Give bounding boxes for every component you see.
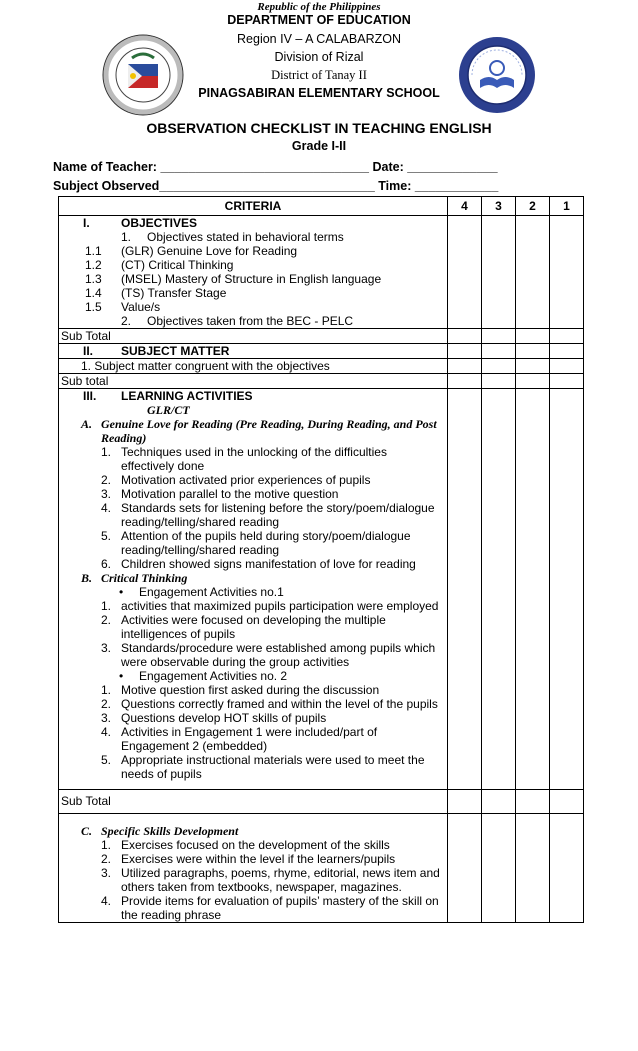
subtotal-label: Sub Total xyxy=(59,329,448,344)
objectives-number: I. xyxy=(83,216,90,230)
section-b-title: Critical Thinking xyxy=(101,571,188,585)
list-item-text: Activities in Engagement 1 were included/part of Engagement 2 (embedded) xyxy=(121,725,378,753)
section-c-title: Specific Skills Development xyxy=(101,824,239,838)
list-item xyxy=(63,838,443,852)
list-item xyxy=(63,487,443,501)
learning-activities-cell xyxy=(59,389,448,790)
score-1-header: 1 xyxy=(550,197,584,216)
score-cell[interactable] xyxy=(448,359,482,374)
score-cell[interactable] xyxy=(550,216,584,329)
objective-sub-item: (TS) Transfer Stage xyxy=(121,286,227,300)
list-item-text: Attention of the pupils held during story/poem/dialogue reading/telling/shared reading xyxy=(121,529,411,557)
section-b-list-1 xyxy=(63,599,443,669)
subject-matter-number: II. xyxy=(83,344,94,358)
engagement-2-label: Engagement Activities no. 2 xyxy=(139,669,288,683)
list-item-text: Techniques used in the unlocking of the difficulties effectively done xyxy=(121,445,387,473)
objective-sub-item: (MSEL) Mastery of Structure in English language xyxy=(121,272,382,286)
subtotal-label: Sub Total xyxy=(59,790,448,814)
list-item xyxy=(63,599,443,613)
score-cell[interactable] xyxy=(550,790,584,814)
region-name: Region IV – A CALABARZON xyxy=(237,32,401,46)
school-name: PINAGSABIRAN ELEMENTARY SCHOOL xyxy=(198,86,440,100)
section-b-list-2 xyxy=(63,683,443,781)
teacher-date-line: Name of Teacher: ______________________________ Date: _____________ xyxy=(53,160,498,174)
list-item xyxy=(63,711,443,725)
section-b-label: B. xyxy=(81,571,93,585)
list-item xyxy=(63,894,443,922)
score-cell[interactable] xyxy=(482,359,516,374)
score-cell[interactable] xyxy=(516,359,550,374)
glr-ct-label: GLR/CT xyxy=(147,403,190,417)
list-item xyxy=(63,501,443,529)
score-cell[interactable] xyxy=(448,344,482,359)
objectives-cell xyxy=(59,216,448,329)
score-cell[interactable] xyxy=(516,374,550,389)
score-2-header: 2 xyxy=(516,197,550,216)
checklist-table xyxy=(58,196,584,923)
list-item xyxy=(63,641,443,669)
list-item-text: Motive question first asked during the discussion xyxy=(121,683,380,697)
section-a-title: Genuine Love for Reading (Pre Reading, During Reading, and Post Reading) xyxy=(101,417,437,445)
objectives-heading: OBJECTIVES xyxy=(121,216,198,230)
list-item xyxy=(63,557,443,571)
list-item xyxy=(63,697,443,711)
score-3-header: 3 xyxy=(482,197,516,216)
skills-cell xyxy=(59,814,448,923)
score-cell[interactable] xyxy=(550,389,584,790)
list-item xyxy=(63,473,443,487)
list-item xyxy=(63,683,443,697)
objective-item: Objectives taken from the BEC - PELC xyxy=(147,314,354,328)
republic-line: Republic of the Philippines xyxy=(257,1,381,13)
score-cell[interactable] xyxy=(482,814,516,923)
list-item xyxy=(63,445,443,473)
section-a-list xyxy=(63,445,443,571)
score-cell[interactable] xyxy=(516,790,550,814)
subject-matter-heading-cell xyxy=(59,344,448,359)
list-item-text: Exercises focused on the development of the skills xyxy=(121,838,390,852)
bullet-icon: • xyxy=(119,669,124,683)
subject-time-line: Subject Observed_______________________________ Time: ____________ xyxy=(53,179,499,193)
score-cell[interactable] xyxy=(448,389,482,790)
list-item-number: 2. xyxy=(101,697,112,711)
list-item-text: Exercises were within the level if the learners/pupils xyxy=(121,852,396,866)
bullet-icon: • xyxy=(119,585,124,599)
score-cell[interactable] xyxy=(482,790,516,814)
list-item-number: 3. xyxy=(101,641,112,655)
district-name: District of Tanay II xyxy=(271,68,367,82)
section-a-label: A. xyxy=(81,417,93,431)
table-row xyxy=(59,814,584,923)
list-item-text: Standards/procedure were established among pupils which were observable during the group activities xyxy=(121,641,436,669)
list-item-text: Questions develop HOT skills of pupils xyxy=(121,711,327,725)
score-cell[interactable] xyxy=(482,389,516,790)
score-cell[interactable] xyxy=(550,359,584,374)
section-c-list xyxy=(63,838,443,922)
table-row xyxy=(59,374,584,389)
section-c-label: C. xyxy=(81,824,93,838)
list-item-text: Children showed signs manifestation of love for reading xyxy=(121,557,416,571)
score-cell[interactable] xyxy=(550,814,584,923)
score-cell[interactable] xyxy=(448,216,482,329)
list-item-number: 1. xyxy=(101,599,112,613)
table-row xyxy=(59,329,584,344)
list-item-text: Motivation parallel to the motive question xyxy=(121,487,339,501)
score-cell[interactable] xyxy=(482,216,516,329)
list-item xyxy=(63,529,443,557)
score-cell[interactable] xyxy=(550,329,584,344)
document-title: OBSERVATION CHECKLIST IN TEACHING ENGLISH xyxy=(146,120,492,136)
list-item-number: 3. xyxy=(101,487,112,501)
objective-sub-number: 1.1 xyxy=(85,244,102,258)
list-item xyxy=(63,866,443,894)
objective-sub-number: 1.4 xyxy=(85,286,102,300)
objective-item-number: 2. xyxy=(121,314,132,328)
list-item-number: 1. xyxy=(101,683,112,697)
division-name: Division of Rizal xyxy=(274,50,364,64)
subject-matter-heading: SUBJECT MATTER xyxy=(121,344,230,358)
grade-level: Grade I-II xyxy=(291,139,347,153)
objective-item-number: 1. xyxy=(121,230,132,244)
list-item-number: 4. xyxy=(101,894,112,908)
list-item xyxy=(63,613,443,641)
score-cell[interactable] xyxy=(482,374,516,389)
list-item-text: Utilized paragraphs, poems, rhyme, editorial, news item and others taken from textbooks, newspaper, magazines. xyxy=(121,866,440,894)
list-item-text: Appropriate instructional materials were used to meet the needs of pupils xyxy=(121,753,425,781)
score-cell[interactable] xyxy=(516,389,550,790)
list-item-number: 2. xyxy=(101,613,112,627)
list-item-number: 5. xyxy=(101,529,112,543)
score-4-header: 4 xyxy=(448,197,482,216)
score-cell[interactable] xyxy=(448,374,482,389)
objective-sub-item: (CT) Critical Thinking xyxy=(121,258,234,272)
list-item-number: 5. xyxy=(101,753,112,767)
list-item-number: 4. xyxy=(101,725,112,739)
score-cell[interactable] xyxy=(516,814,550,923)
table-header-row xyxy=(59,197,584,216)
list-item-number: 2. xyxy=(101,473,112,487)
table-row xyxy=(59,359,584,374)
list-item xyxy=(63,852,443,866)
score-cell[interactable] xyxy=(482,344,516,359)
score-cell[interactable] xyxy=(550,344,584,359)
score-cell[interactable] xyxy=(448,329,482,344)
score-cell[interactable] xyxy=(448,814,482,923)
activities-heading: LEARNING ACTIVITIES xyxy=(121,389,253,403)
table-row xyxy=(59,389,584,790)
objective-sub-item: (GLR) Genuine Love for Reading xyxy=(121,244,298,258)
department-name: DEPARTMENT OF EDUCATION xyxy=(227,13,411,27)
list-item xyxy=(63,753,443,781)
table-row xyxy=(59,344,584,359)
subject-matter-item: 1. Subject matter congruent with the objectives xyxy=(59,359,448,374)
list-item-number: 1. xyxy=(101,838,112,852)
objective-sub-number: 1.3 xyxy=(85,272,102,286)
score-cell[interactable] xyxy=(516,344,550,359)
objective-sub-number: 1.5 xyxy=(85,300,102,314)
list-item-text: Provide items for evaluation of pupils’ mastery of the skill on the reading phrase xyxy=(121,894,439,922)
list-item-text: Standards sets for listening before the story/poem/dialogue reading/telling/shared reading xyxy=(121,501,435,529)
score-cell[interactable] xyxy=(516,216,550,329)
score-cell[interactable] xyxy=(448,790,482,814)
list-item-number: 4. xyxy=(101,501,112,515)
criteria-header: CRITERIA xyxy=(59,197,448,216)
list-item-number: 3. xyxy=(101,866,112,880)
list-item-number: 3. xyxy=(101,711,112,725)
list-item-number: 2. xyxy=(101,852,112,866)
objective-item: Objectives stated in behavioral terms xyxy=(147,230,344,244)
score-cell[interactable] xyxy=(482,329,516,344)
list-item-number: 1. xyxy=(101,445,112,459)
objective-sub-number: 1.2 xyxy=(85,258,102,272)
score-cell[interactable] xyxy=(516,329,550,344)
objective-sub-item: Value/s xyxy=(121,300,161,314)
table-row xyxy=(59,790,584,814)
engagement-1-label: Engagement Activities no.1 xyxy=(139,585,284,599)
list-item-number: 6. xyxy=(101,557,112,571)
table-row xyxy=(59,216,584,329)
activities-number: III. xyxy=(83,389,97,403)
list-item-text: Motivation activated prior experiences of pupils xyxy=(121,473,371,487)
list-item-text: activities that maximized pupils participation were employed xyxy=(121,599,439,613)
score-cell[interactable] xyxy=(550,374,584,389)
list-item xyxy=(63,725,443,753)
list-item-text: Questions correctly framed and within the level of the pupils xyxy=(121,697,438,711)
list-item-text: Activities were focused on developing the multiple intelligences of pupils xyxy=(121,613,386,641)
subtotal-label: Sub total xyxy=(59,374,448,389)
